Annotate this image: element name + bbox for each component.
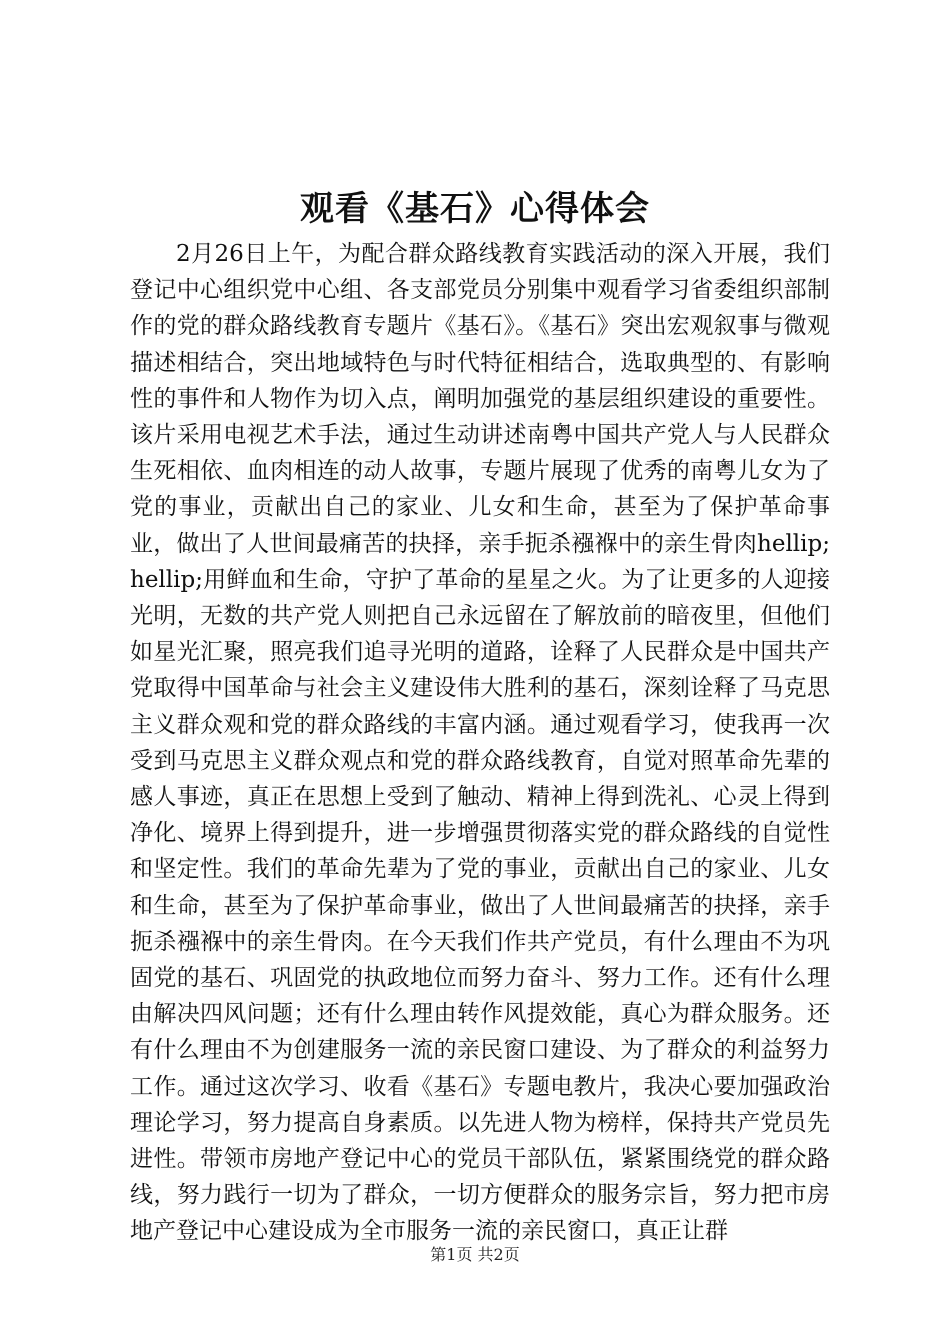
document-body-paragraph: 2月26日上午，为配合群众路线教育实践活动的深入开展，我们登记中心组织党中心组、各支部党员分别集中观看学习省委组织部制作的党的群众路线教育专题片《基石》。《基石》突出宏观叙事与微观描述相结合，突出地域特色与时代特征相结合，选取典型的、有影响性的事件和人物作为切入点，阐明加强党的基层组织建设的重要性。该片采用电视艺术手法，通过生动讲述南粤中国共产党人与人民群众生死相依、血肉相连的动人故事，专题片展现了优秀的南粤儿女为了党的事业，贡献出自己的家业、儿女和生命，甚至为了保护革命事业，做出了人世间最痛苦的抉择，亲手扼杀襁褓中的亲生骨肉hellip;hellip;用鲜血和生命，守护了革命的星星之火。为了让更多的人迎接光明，无数的共产党人则把自己永远留在了解放前的暗夜里，但他们如星光汇聚，照亮我们追寻光明的道路，诠释了人民群众是中国共产党取得中国革命与社会主义建设伟大胜利的基石，深刻诠释了马克思主义群众观和党的群众路线的丰富内涵。通过观看学习，使我再一次受到马克思主义群众观点和党的群众路线教育，自觉对照革命先辈的感人事迹，真正在思想上受到了触动、精神上得到洗礼、心灵上得到净化、境界上得到提升，进一步增强贯彻落实党的群众路线的自觉性和坚定性。我们的革命先辈为了党的事业，贡献出自己的家业、儿女和生命，甚至为了保护革命事业，做出了人世间最痛苦的抉择，亲手扼杀襁褓中的亲生骨肉。在今天我们作共产党员，有什么理由不为巩固党的基石、巩固党的执政地位而努力奋斗、努力工作。还有什么理由解决四风问题；还有什么理由转作风提效能，真心为群众服务。还有什么理由不为创建服务一流的亲民窗口建设、为了群众的利益努力工作。通过这次学习、收看《基石》专题电教片，我决心要加强政治理论学习，努力提高自身素质。以先进人物为榜样，保持共产党员先进性。带领市房地产登记中心的党员干部队伍，紧紧围绕党的群众路线，努力践行一切为了群众，一切方便群众的服务宗旨，努力把市房地产登记中心建设成为全市服务一流的亲民窗口，真正让群 xyxy=(130,241,830,1245)
page-number-footer: 第1页 共2页 xyxy=(430,1245,520,1264)
document-title: 观看《基石》心得体会 xyxy=(300,189,650,229)
